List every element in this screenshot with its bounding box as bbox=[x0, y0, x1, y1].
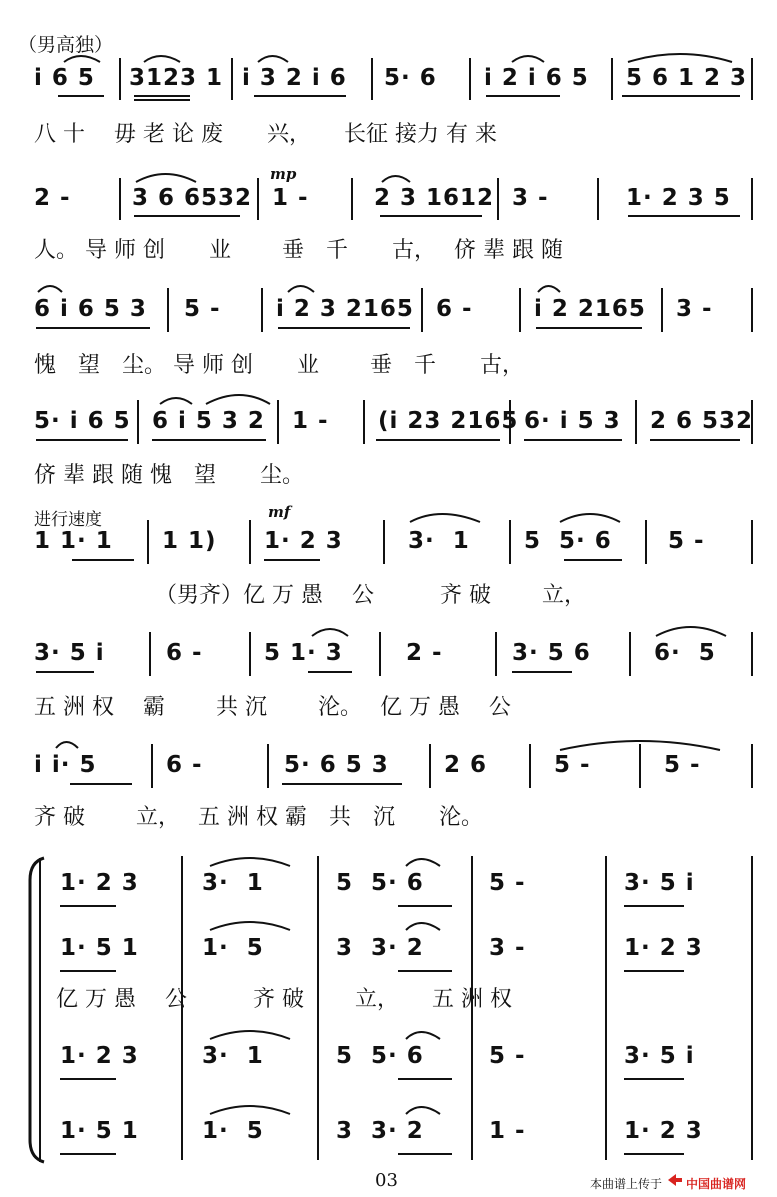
system-staff-2 bbox=[34, 935, 754, 975]
measure: 1 - bbox=[292, 408, 329, 434]
measure: 5 6 1 2 3 bbox=[626, 65, 748, 91]
measure: 5 - bbox=[489, 1043, 526, 1069]
system-staff-4 bbox=[34, 1118, 754, 1158]
measure: 6 i 6 5 3 bbox=[34, 296, 147, 322]
part-label: （男高独） bbox=[18, 34, 114, 56]
notation-row-1 bbox=[34, 65, 754, 105]
dynamic-mp: mp bbox=[270, 165, 297, 183]
measure: 3123 1 bbox=[129, 65, 224, 91]
lyrics-row-5: （男齐）亿 万 愚 公 齐 破 立， bbox=[34, 583, 586, 608]
measure: 1 1) bbox=[162, 528, 217, 554]
measure: 1· 5 bbox=[202, 935, 264, 961]
measure: i 3 2 i 6 bbox=[242, 65, 347, 91]
measure: 1· 5 1 bbox=[60, 935, 139, 961]
notation-row-6 bbox=[34, 640, 754, 680]
measure: 2 6 532 bbox=[650, 408, 754, 434]
system-staff-1 bbox=[34, 870, 754, 910]
measure: 3· 1 bbox=[202, 870, 264, 896]
measure: i 2 i 6 5 bbox=[484, 65, 589, 91]
lyrics-row-4: 侪 辈 跟 随 愧 望 尘。 bbox=[34, 463, 304, 488]
tempo-marking: 进行速度 bbox=[34, 510, 102, 530]
measure: 3· 1 bbox=[408, 528, 470, 554]
measure: 6 - bbox=[436, 296, 473, 322]
measure: 3· 5 i bbox=[624, 870, 695, 896]
notation-row-7 bbox=[34, 752, 754, 792]
measure: 1 - bbox=[489, 1118, 526, 1144]
measure: 1· 5 bbox=[202, 1118, 264, 1144]
lyrics-row-6: 五 洲 权 霸 共 沉 沦。 亿 万 愚 公 bbox=[34, 695, 511, 720]
measure: 5 - bbox=[554, 752, 591, 778]
measure: 5· 6 5 3 bbox=[284, 752, 389, 778]
measure: 2 6 bbox=[444, 752, 488, 778]
notation-row-3 bbox=[34, 296, 754, 336]
notation-row-5 bbox=[34, 528, 754, 568]
measure: 3· 5 6 bbox=[512, 640, 591, 666]
notation-row-2 bbox=[34, 185, 754, 225]
measure: 3· 5 i bbox=[624, 1043, 695, 1069]
measure: 1· 2 3 5 bbox=[626, 185, 731, 211]
page-number: 03 bbox=[375, 1170, 398, 1191]
measure: 5 - bbox=[668, 528, 705, 554]
measure: 3 3· 2 bbox=[336, 935, 424, 961]
measure: 1 - bbox=[272, 185, 309, 211]
measure: 1· 2 3 bbox=[264, 528, 343, 554]
measure: 3 - bbox=[489, 935, 526, 961]
measure: 6· i 5 3 bbox=[524, 408, 621, 434]
measure: 2 - bbox=[34, 185, 71, 211]
measure: 2 3 1612 bbox=[374, 185, 495, 211]
measure: 3 6 6532 bbox=[132, 185, 253, 211]
measure: i 2 2165 bbox=[534, 296, 646, 322]
measure: 5· i 6 5 bbox=[34, 408, 131, 434]
measure: 5 - bbox=[489, 870, 526, 896]
lyrics-row-1: 八 十 毋 老 论 废 兴， 长征 接力 有 来 bbox=[34, 122, 497, 147]
notation-row-4 bbox=[34, 408, 754, 448]
measure: 1· 2 3 bbox=[60, 1043, 139, 1069]
measure: 1· 2 3 bbox=[60, 870, 139, 896]
measure: 5 - bbox=[664, 752, 701, 778]
measure: 6 - bbox=[166, 752, 203, 778]
measure: 1· 2 3 bbox=[624, 1118, 703, 1144]
lyrics-system: 亿 万 愚 公 齐 破 立， 五 洲 权 bbox=[56, 987, 512, 1012]
measure: 5 5· 6 bbox=[524, 528, 612, 554]
dynamic-mf: mf bbox=[268, 503, 291, 521]
measure: (i 23 2165 bbox=[378, 408, 519, 434]
measure: 5· 6 bbox=[384, 65, 437, 91]
measure: 3· 1 bbox=[202, 1043, 264, 1069]
measure: 1 1· 1 bbox=[34, 528, 113, 554]
site-logo-icon bbox=[666, 1172, 684, 1188]
site-name[interactable]: 中国曲谱网 bbox=[686, 1177, 747, 1191]
lyrics-row-3: 愧 望 尘。 导 师 创 业 垂 千 古， bbox=[34, 353, 524, 378]
lyrics-row-2: 人。 导 师 创 业 垂 千 古， 侪 辈 跟 随 bbox=[34, 238, 563, 263]
measure: 5 5· 6 bbox=[336, 870, 424, 896]
measure: 1· 5 1 bbox=[60, 1118, 139, 1144]
measure: 3 - bbox=[676, 296, 713, 322]
measure: 5 - bbox=[184, 296, 221, 322]
measure: 3 3· 2 bbox=[336, 1118, 424, 1144]
measure: 6 - bbox=[166, 640, 203, 666]
measure: 3 - bbox=[512, 185, 549, 211]
measure: i i· 5 bbox=[34, 752, 97, 778]
measure: i 6 5 bbox=[34, 65, 95, 91]
lyrics-row-7: 齐 破 立， 五 洲 权 霸 共 沉 沦。 bbox=[34, 805, 483, 830]
measure: 5 1· 3 bbox=[264, 640, 343, 666]
measure: 5 5· 6 bbox=[336, 1043, 424, 1069]
measure: i 2 3 2165 bbox=[276, 296, 414, 322]
measure: 6 i 5 3 2 bbox=[152, 408, 265, 434]
measure: 1· 2 3 bbox=[624, 935, 703, 961]
system-staff-3 bbox=[34, 1043, 754, 1083]
measure: 2 - bbox=[406, 640, 443, 666]
upload-note: 本曲谱上传于 bbox=[590, 1177, 663, 1191]
measure: 3· 5 i bbox=[34, 640, 105, 666]
measure: 6· 5 bbox=[654, 640, 716, 666]
